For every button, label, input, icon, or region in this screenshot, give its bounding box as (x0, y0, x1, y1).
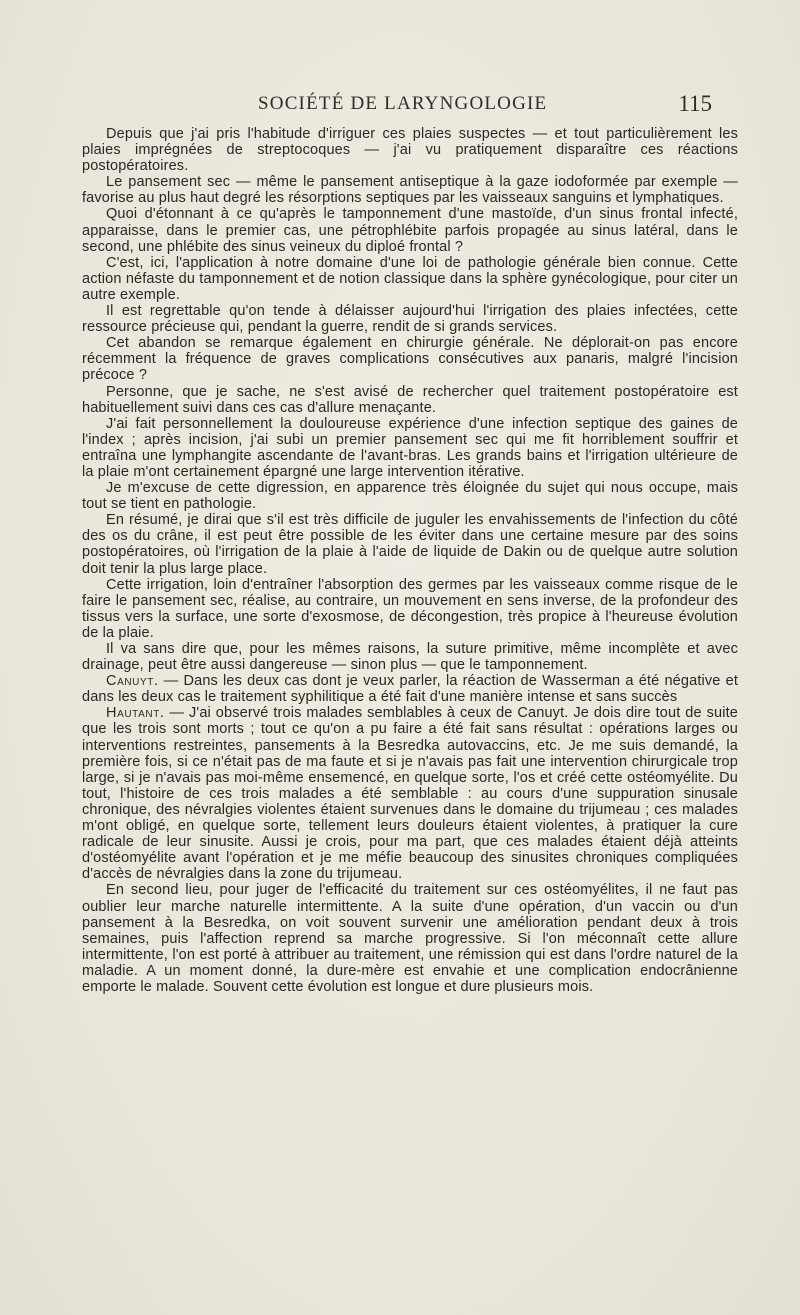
paragraph: J'ai fait personnellement la douloureuse expérience d'une infection septique des gaines de l'index ; après incision, j'ai subi un premier pansement sec qui me fit horriblement souffrir et entraîna une lymphangite ascendante de l'avant-bras. Les grands bains et l'irrigation ultérieure de la plaie m'ont certainement épargné une large intervention itérative. (82, 415, 738, 480)
speaker-name: Hautant. (106, 705, 165, 722)
paragraph: Quoi d'étonnant à ce qu'après le tamponnement d'une mastoïde, d'un sinus frontal infecté, apparaisse, dans le premier cas, une pétrophlébite parfois propagée au sinus latéral, dans le second, une phlébite des sinus veineux du diploé frontal ? (82, 206, 738, 255)
speaker-remark: — Dans les deux cas dont je veux parler, la réaction de Wasserman a été négative et dans les deux cas le traitement syphilitique a été fait d'une manière intense et sans succès (82, 673, 738, 706)
paragraph: Le pansement sec — même le pansement antiseptique à la gaze iodoformée par exemple — favorise au plus haut degré les résorptions septiques par les vaisseaux sanguins et lymphatiques. (82, 174, 738, 207)
paragraph: Cet abandon se remarque également en chirurgie générale. Ne déplorait-on pas encore récemment la fréquence de graves complications consécutives aux panaris, malgré l'incision précoce ? (82, 335, 738, 384)
paragraph: C'est, ici, l'application à notre domaine d'une loi de pathologie générale bien connue. Cette action néfaste du tamponnement et de notion classique dans la sphère gynécologique, pour citer un autre exemple. (82, 254, 738, 303)
paragraph: En second lieu, pour juger de l'efficacité du traitement sur ces ostéomyélites, il ne faut pas oublier leur marche naturelle intermittente. A la suite d'une opération, d'un vaccin ou d'un pansement à la Besredka, on voit souvent survenir une amélioration pendant deux à trois semaines, puis l'affection reprend sa marche progressive. Si l'on méconnaît cette allure intermittente, l'on est porté à attribuer au traitement, une rémission qui est dans l'ordre naturel de la maladie. A un moment donné, la dure-mère est envahie et une complication endocrânienne emporte le malade. Souvent cette évolution est longue et dure plusieurs mois. (82, 882, 738, 995)
paragraph: Il est regrettable qu'on tende à délaisser aujourd'hui l'irrigation des plaies infectées, cette ressource précieuse qui, pendant la guerre, rendit de si grands services. (82, 303, 738, 336)
paragraph: Depuis que j'ai pris l'habitude d'irriguer ces plaies suspectes — et tout particulièrement les plaies imprégnées de streptocoques — j'ai vu pratiquement disparaître ces réactions postopératoires. (82, 126, 738, 175)
paragraph: En résumé, je dirai que s'il est très difficile de juguler les envahissements de l'infection du côté des os du crâne, il est peut être possible de les éviter dans une certaine mesure par des soins postopératoires, où l'irrigation de la plaie à l'aide de liquide de Dakin ou de quelque autre solution doit tenir la plus large place. (82, 512, 738, 577)
paragraph: Personne, que je sache, ne s'est avisé de rechercher quel traitement postopératoire est habituellement suivi dans ces cas d'allure menaçante. (82, 383, 738, 416)
discussion-hautant (82, 705, 738, 882)
running-head (250, 93, 712, 123)
speaker-remark: — J'ai observé trois malades semblables à ceux de Canuyt. Je dois dire tout de suite que les trois sont morts ; tout ce qu'on a pu faire a été fait sans résultat : opérations larges ou interventions restreintes, pansements à la Besredka autovaccins, etc. Je me suis demandé, la première fois, si ce n'était pas de ma faute et si je n'avais pas fait une intervention chirurgicale trop large, si je n'avais pas moi-même ensemencé, en quelque sorte, l'os et créé cette ostéomyélite. Du tout, l'histoire de ces trois malades a été semblable : au cours d'une suppuration sinusale chronique, des névralgies violentes étaient survenues dans le domaine du trijumeau ; ces malades m'ont obligé, en quelque sorte, tellement leurs douleurs étaient violentes, à pratiquer la cure radicale de leur sinusite. Aussi je crois, pour ma part, que ces malades étaient déjà atteints d'ostéomyélite avant l'opération et je me méfie beaucoup des sinusites chroniques compliquées d'accès de névralgies dans la zone du trijumeau. (82, 705, 738, 883)
running-title: SOCIÉTÉ DE LARYNGOLOGIE (258, 93, 548, 114)
page-number: 115 (678, 91, 712, 116)
discussion-canuyt (82, 673, 738, 705)
paragraph: Il va sans dire que, pour les mêmes raisons, la suture primitive, même incomplète et avec drainage, peut être aussi dangereuse — sinon plus — que le tamponnement. (82, 641, 738, 674)
speaker-name: Canuyt. (106, 673, 159, 690)
paragraph: Je m'excuse de cette digression, en apparence très éloignée du sujet qui nous occupe, mais tout se tient en pathologie. (82, 480, 738, 513)
body-text (82, 126, 738, 995)
paragraph: Cette irrigation, loin d'entraîner l'absorption des germes par les vaisseaux comme risque de le faire le pansement sec, réalise, au contraire, un mouvement en sens inverse, de la profondeur des tissus vers la surface, une sorte d'exosmose, de décongestion, très propice à l'heureuse évolution de la plaie. (82, 576, 738, 641)
